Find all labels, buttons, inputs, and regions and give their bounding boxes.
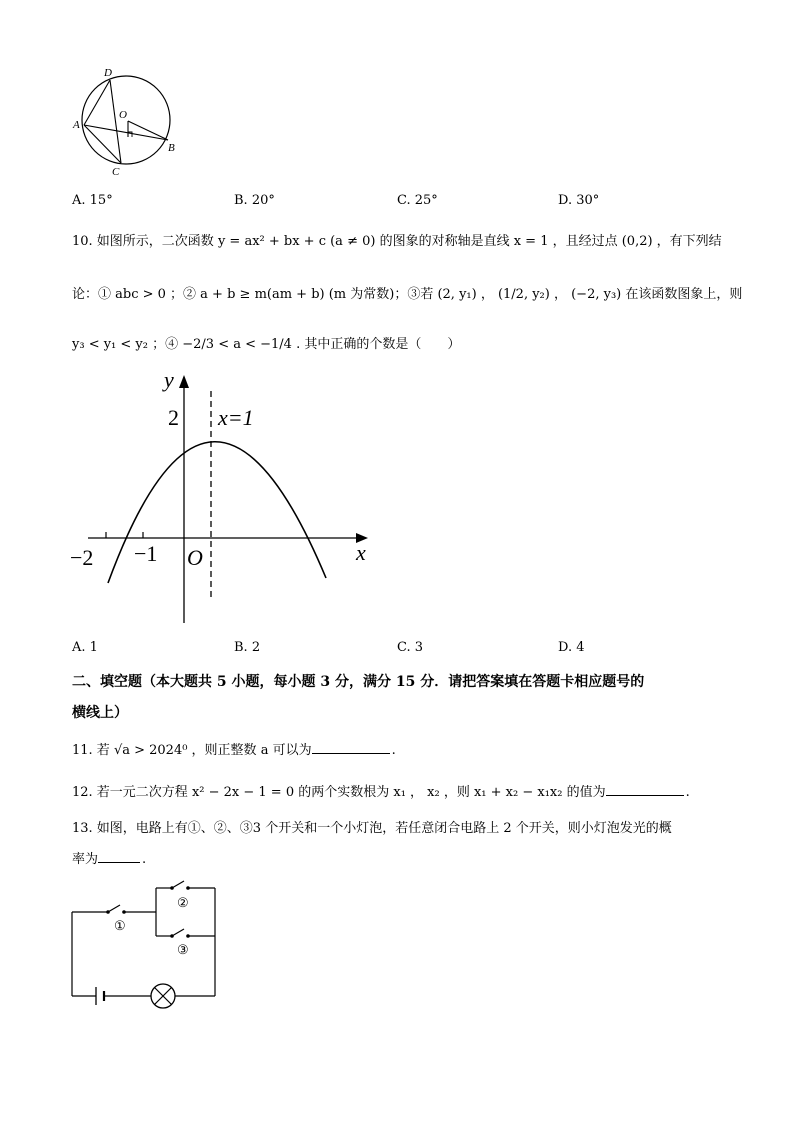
q10-line-2: 论：① abc > 0 ；② a + b ≥ m(am + b) (m 为常数)；③若 (2, y₁) ， (1/2, y₂) ， (−2, y₃) 在该函数图象上，则: [72, 287, 743, 302]
q10-line-3: y₃ < y₁ < y₂ ；④ −2/3 < a < −1/4 . 其中正确的个数是（ ）: [72, 337, 461, 352]
q12-answer-blank[interactable]: [606, 783, 684, 796]
section2-heading-line-2: 横线上）: [72, 705, 128, 721]
q10-line-1: 10. 如图所示，二次函数 y = ax² + bx + c (a ≠ 0) 的图象的对称轴是直线 x = 1 ，且经过点 (0,2) ，有下列结: [72, 234, 722, 249]
q13-line-2: [72, 848, 146, 867]
switch-3-label: ③: [177, 942, 189, 957]
q12-line: [72, 781, 690, 800]
switch-1-blade: [108, 905, 120, 912]
segment-ob: [128, 121, 168, 140]
q10-option-b: B. 2: [234, 640, 261, 655]
label-c: C: [112, 166, 120, 178]
q12-period: .: [685, 785, 690, 800]
q13-answer-blank[interactable]: [98, 850, 140, 863]
q11-text: 11. 若 √a > 2024⁰ ，则正整数 a 可以为: [72, 743, 312, 758]
q10-option-d: D. 4: [558, 640, 585, 655]
q13-line-1: 13. 如图，电路上有①、②、③3 个开关和一个小灯泡，若任意闭合电路上 2 个开关，则小灯泡发光的概: [72, 821, 672, 836]
y-axis-label: y: [164, 367, 174, 392]
label-o: O: [119, 109, 127, 121]
segment-dc: [110, 80, 121, 163]
q13-text: 率为: [72, 852, 99, 867]
q9-option-a: A. 15°: [72, 193, 113, 208]
q9-option-b: B. 20°: [234, 193, 275, 208]
q12-text: 12. 若一元二次方程 x² − 2x − 1 = 0 的两个实数根为 x₁ ， x₂ ，则 x₁ + x₂ − x₁x₂ 的值为: [72, 785, 606, 800]
lamp-icon: [151, 984, 175, 1008]
q11-period: .: [391, 743, 396, 758]
switch-3-blade: [172, 929, 184, 936]
parabola-figure: [68, 365, 388, 630]
switch-2-label: ②: [177, 895, 189, 910]
q11-answer-blank[interactable]: [312, 741, 390, 754]
label-a: A: [73, 119, 80, 131]
q10-option-c: C. 3: [397, 640, 424, 655]
switch-2-blade: [172, 881, 184, 888]
x-tick-neg1-label: −1: [134, 541, 158, 566]
x-axis-label: x: [356, 540, 366, 565]
q9-option-d: D. 30°: [558, 193, 600, 208]
y-axis-arrow: [179, 375, 189, 388]
label-d: D: [104, 67, 112, 79]
q11-line: [72, 739, 396, 758]
y-tick-2-label: 2: [168, 405, 179, 430]
circle-figure: [60, 62, 190, 182]
x-tick-neg2-label: −2: [70, 545, 94, 570]
q13-period: .: [142, 852, 147, 867]
origin-label: O: [187, 545, 203, 570]
q9-option-c: C. 25°: [397, 193, 438, 208]
q10-option-a: A. 1: [72, 640, 98, 655]
symmetry-axis-label: x=1: [218, 405, 254, 430]
switch-1-label: ①: [114, 918, 126, 933]
section2-heading-line-1: 二、填空题（本大题共 5 小题，每小题 3 分，满分 15 分．请把答案填在答题卡相应题号的: [72, 674, 645, 690]
circuit-figure: [60, 872, 230, 1017]
label-b: B: [168, 142, 175, 154]
